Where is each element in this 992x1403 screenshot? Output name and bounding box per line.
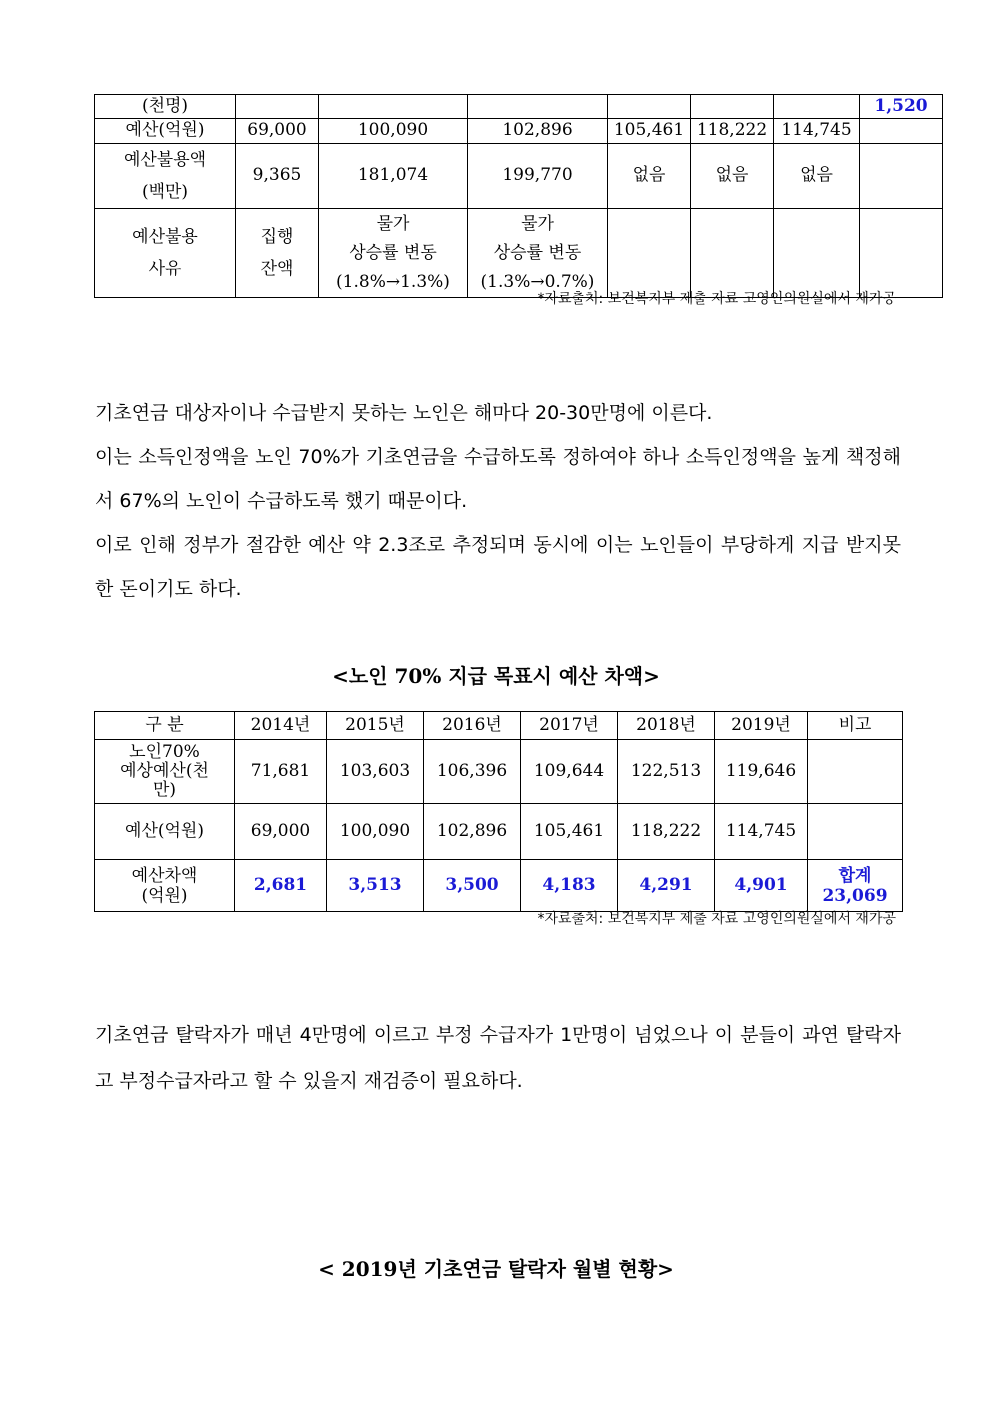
table-cell: 100,090 (327, 804, 424, 860)
table-cell: 114,745 (715, 804, 808, 860)
row-label: (천명) (95, 95, 236, 119)
section-title: <노인 70% 지급 목표시 예산 차액> (332, 664, 660, 688)
table-cell: 199,770 (468, 144, 608, 209)
table-cell: 69,000 (235, 804, 327, 860)
difference-cell: 4,183 (521, 860, 618, 912)
table-cell: 106,396 (424, 740, 521, 804)
table-row (95, 119, 943, 144)
row-label: 예산(억원) (95, 804, 235, 860)
table-cell: 71,681 (235, 740, 327, 804)
table-cell: 102,896 (468, 119, 608, 144)
table-cell: 없음 (774, 144, 860, 209)
table-cell: 119,646 (715, 740, 808, 804)
table-row (95, 740, 903, 804)
paragraph-line: 이로 인해 정부가 절감한 예산 약 2.3조로 추정되며 동시에 이는 노인들이 부당하게 지급 받지못한 돈이기도 하다. (95, 534, 901, 600)
row-label: 예산차액 (억원) (95, 860, 235, 912)
table-cell: 114,745 (774, 119, 860, 144)
column-header: 2019년 (715, 712, 808, 740)
difference-cell: 2,681 (235, 860, 327, 912)
row-label: 노인70% 예상예산(천 만) (95, 740, 235, 804)
paragraph-line: 기초연금 탈락자가 매년 4만명에 이르고 부정 수급자가 1만명이 넘었으나 이 분들이 과연 탈락자고 부정수급자라고 할 수 있을지 재검증이 필요하다. (95, 1024, 901, 1092)
table-cell: 102,896 (424, 804, 521, 860)
table-cell: 105,461 (608, 119, 691, 144)
table-cell: 69,000 (236, 119, 319, 144)
column-header: 2014년 (235, 712, 327, 740)
difference-cell: 3,500 (424, 860, 521, 912)
table-cell: 118,222 (618, 804, 715, 860)
paragraph-line: 기초연금 대상자이나 수급받지 못하는 노인은 해마다 20-30만명에 이른다. (95, 402, 713, 424)
column-header: 2016년 (424, 712, 521, 740)
source-note: *자료출처: 보건복지부 제출 자료 고영인의원실에서 재가공 (537, 291, 896, 307)
table-cell: 물가 상승률 변동 (1.3%→0.7%) (468, 209, 608, 298)
difference-cell: 4,901 (715, 860, 808, 912)
paragraph (95, 391, 901, 611)
budget-unused-table (94, 94, 943, 298)
row-label: 예산불용 사유 (95, 209, 236, 298)
column-header: 2017년 (521, 712, 618, 740)
table-row (95, 860, 903, 912)
note-cell: 1,520 (860, 95, 943, 119)
table-cell: 105,461 (521, 804, 618, 860)
table-header-row (95, 712, 903, 740)
table-row (95, 804, 903, 860)
table-cell: 9,365 (236, 144, 319, 209)
paragraph (95, 1012, 901, 1104)
table-cell: 없음 (691, 144, 774, 209)
source-note: *자료출처: 보건복지부 제출 자료 고영인의원실에서 재가공 (537, 911, 896, 927)
difference-cell: 3,513 (327, 860, 424, 912)
column-header: 2015년 (327, 712, 424, 740)
table-cell: 109,644 (521, 740, 618, 804)
budget-difference-table (94, 711, 903, 912)
table-cell: 집행 잔액 (236, 209, 319, 298)
row-label: 예산불용액 (백만) (95, 144, 236, 209)
total-cell: 합계 23,069 (808, 860, 903, 912)
table-row (95, 95, 943, 119)
difference-cell: 4,291 (618, 860, 715, 912)
table-cell: 물가 상승률 변동 (1.8%→1.3%) (319, 209, 468, 298)
table-cell: 103,603 (327, 740, 424, 804)
table-cell: 100,090 (319, 119, 468, 144)
section-title: < 2019년 기초연금 탈락자 월별 현황> (318, 1257, 674, 1281)
table-row (95, 144, 943, 209)
row-label: 예산(억원) (95, 119, 236, 144)
table-cell: 없음 (608, 144, 691, 209)
table-cell: 118,222 (691, 119, 774, 144)
table-row (95, 209, 943, 298)
table-cell: 122,513 (618, 740, 715, 804)
column-header: 2018년 (618, 712, 715, 740)
column-header: 비고 (808, 712, 903, 740)
table-cell: 181,074 (319, 144, 468, 209)
column-header: 구 분 (95, 712, 235, 740)
paragraph-line: 이는 소득인정액을 노인 70%가 기초연금을 수급하도록 정하여야 하나 소득인정액을 높게 책정해서 67%의 노인이 수급하도록 했기 때문이다. (95, 446, 901, 512)
